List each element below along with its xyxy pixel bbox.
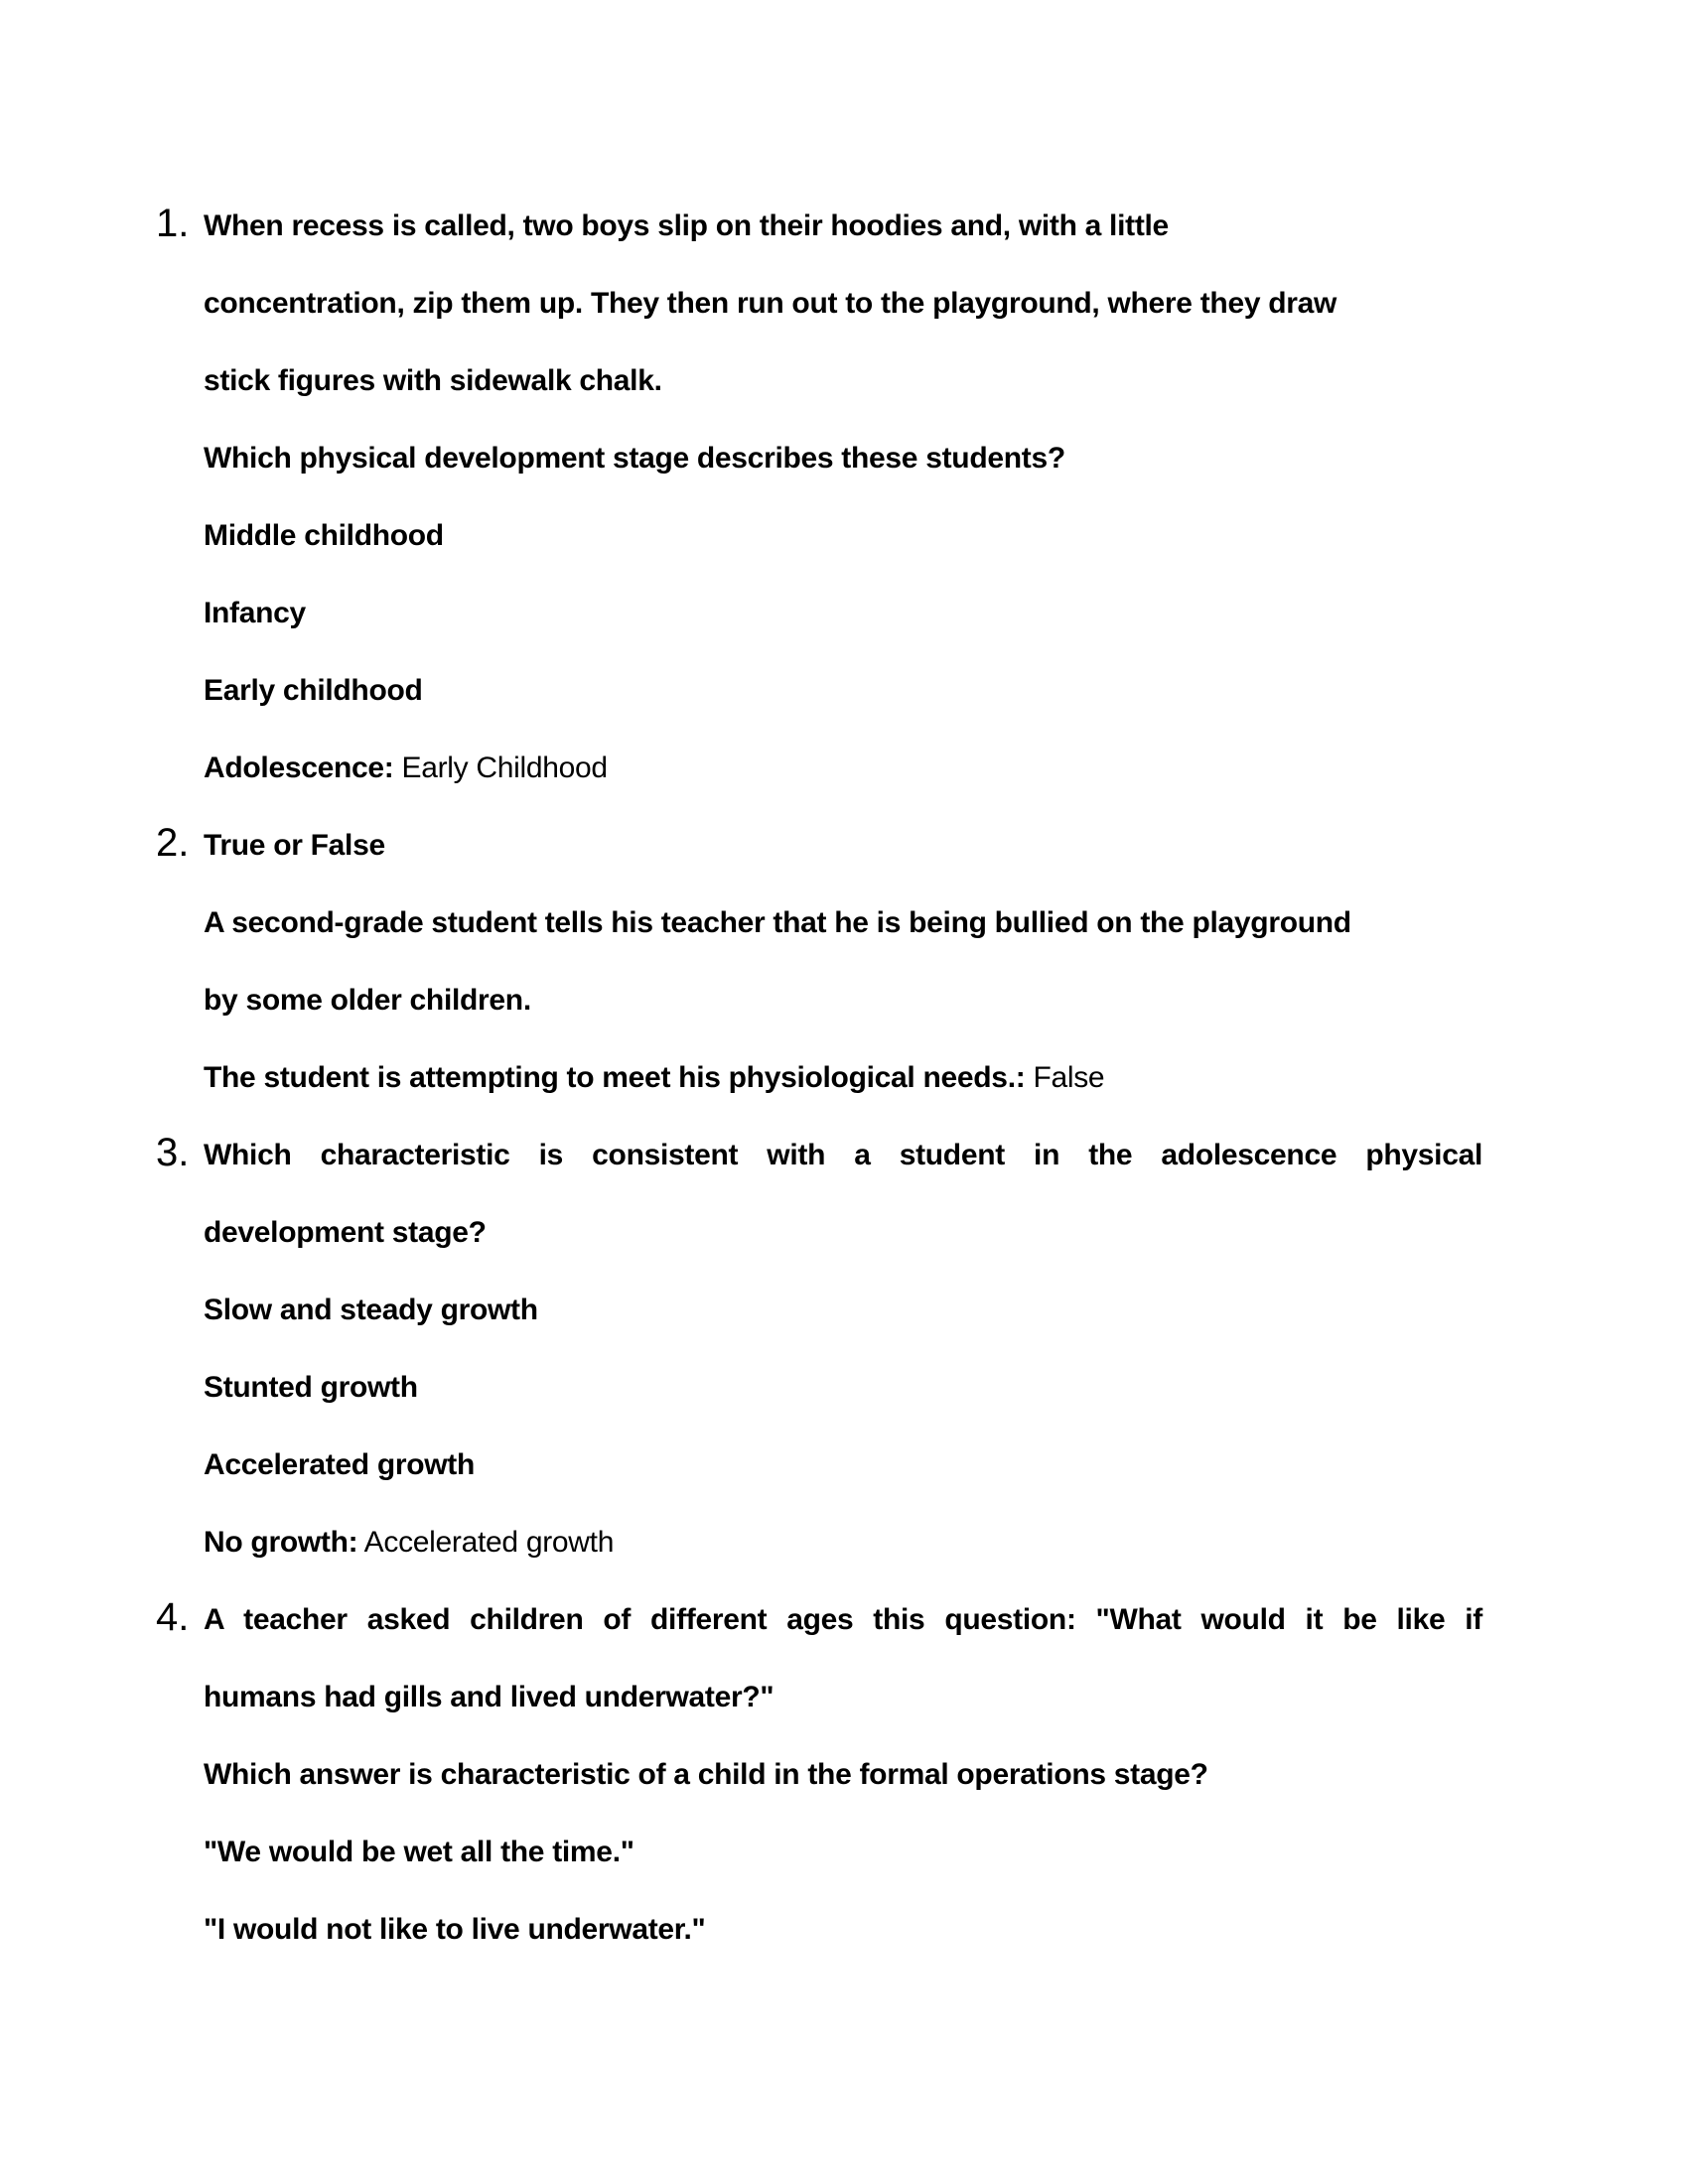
- option-text: Stunted growth: [204, 1371, 418, 1404]
- question-1-option-2: [204, 575, 1482, 652]
- question-4-text: A teacher asked children of different ages this question: "What would it be like if: [204, 1603, 1482, 1636]
- option-text: "I would not like to live underwater.": [204, 1913, 706, 1946]
- question-4-option-1: [204, 1814, 1482, 1891]
- option-text: Slow and steady growth: [204, 1294, 538, 1326]
- question-4-option-2: [204, 1891, 1482, 1969]
- question-2-text: The student is attempting to meet his physiological needs.:: [204, 1061, 1026, 1094]
- question-list: [156, 188, 1482, 1969]
- option-text: No growth:: [204, 1526, 358, 1559]
- option-text: Middle childhood: [204, 519, 444, 552]
- question-2-line-3: [204, 962, 1482, 1039]
- question-3-number: 3.: [156, 1131, 190, 1174]
- question-1-text: stick figures with sidewalk chalk.: [204, 364, 662, 397]
- question-2: [156, 807, 1482, 1117]
- answer-text: Accelerated growth: [357, 1526, 615, 1559]
- option-text: Adolescence:: [204, 751, 394, 784]
- option-text: Infancy: [204, 597, 306, 629]
- question-3-answer-line: [204, 1504, 1482, 1581]
- question-1-line-2: [204, 265, 1482, 342]
- question-1-option-1: [204, 497, 1482, 575]
- question-2-line-2: [204, 885, 1482, 962]
- question-1-option-3: [204, 652, 1482, 730]
- question-3: [156, 1117, 1482, 1581]
- question-3-line-2: [204, 1194, 1482, 1272]
- question-4-line-2: [204, 1659, 1482, 1736]
- answer-text: False: [1025, 1061, 1105, 1094]
- question-1-text: Which physical development stage describes these students?: [204, 442, 1065, 475]
- question-1-line-3: [204, 342, 1482, 420]
- question-1-answer-line: [204, 730, 1482, 807]
- question-1-line-1: [156, 188, 1482, 265]
- question-3-option-3: [204, 1427, 1482, 1504]
- option-text: Accelerated growth: [204, 1448, 476, 1481]
- question-4-prompt: [204, 1736, 1482, 1814]
- question-3-option-1: [204, 1272, 1482, 1349]
- question-3-option-2: [204, 1349, 1482, 1427]
- question-4: [156, 1581, 1482, 1969]
- question-2-number: 2.: [156, 821, 190, 865]
- question-1: [156, 188, 1482, 807]
- option-text: Early childhood: [204, 674, 423, 707]
- question-2-text: True or False: [204, 829, 385, 862]
- answer-text: Early Childhood: [393, 751, 608, 784]
- question-4-text: Which answer is characteristic of a child in the formal operations stage?: [204, 1758, 1208, 1791]
- question-4-line-1: [156, 1581, 1482, 1659]
- question-1-prompt: [204, 420, 1482, 497]
- question-1-number: 1.: [156, 202, 190, 245]
- question-4-number: 4.: [156, 1595, 190, 1639]
- question-3-text: development stage?: [204, 1216, 487, 1249]
- question-3-text: Which characteristic is consistent with a student in the adolescence physical: [204, 1139, 1482, 1171]
- question-2-text: by some older children.: [204, 984, 531, 1017]
- question-1-text: When recess is called, two boys slip on their hoodies and, with a little: [204, 209, 1169, 242]
- question-2-text: A second-grade student tells his teacher that he is being bullied on the playground: [204, 906, 1351, 939]
- question-3-line-1: [156, 1117, 1482, 1194]
- option-text: "We would be wet all the time.": [204, 1836, 634, 1868]
- question-2-answer-line: [204, 1039, 1482, 1117]
- question-2-line-1: [156, 807, 1482, 885]
- question-4-text: humans had gills and lived underwater?": [204, 1681, 774, 1713]
- question-1-text: concentration, zip them up. They then run out to the playground, where they draw: [204, 287, 1337, 320]
